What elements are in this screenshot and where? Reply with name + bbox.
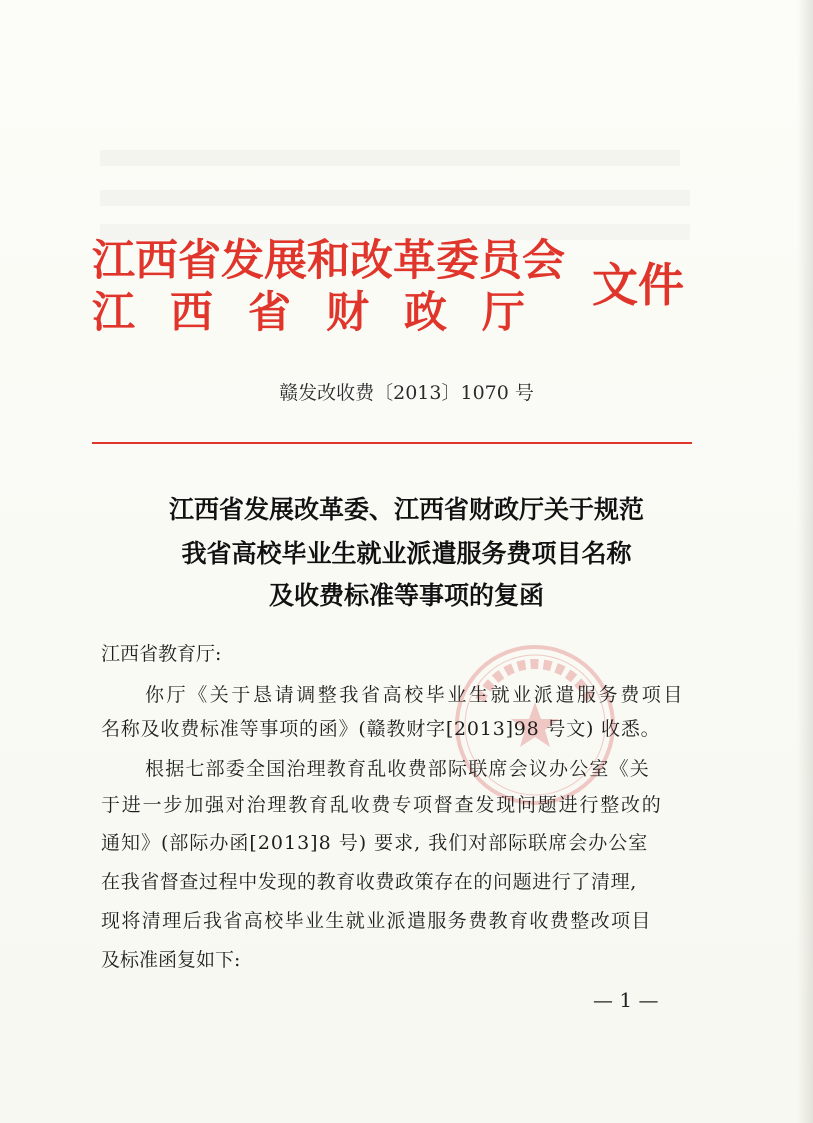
red-divider-line xyxy=(92,442,692,444)
document-suffix: 文件 xyxy=(592,258,684,312)
paragraph-2-line-3: 通知》(部际办函[2013]8 号) 要求, 我们对部际联席会办公室 xyxy=(101,832,649,854)
paragraph-2-line-6: 及标准函复如下: xyxy=(101,949,241,971)
issuing-org-line1: 江西省发展和改革委员会 xyxy=(92,236,565,286)
show-through-text xyxy=(100,150,680,166)
paragraph-2-line-1: 根据七部委全国治理教育乱收费部际联席会议办公室《关 xyxy=(145,758,651,780)
paragraph-2-line-2: 于进一步加强对治理教育乱收费专项督查发现问题进行整改的 xyxy=(101,794,663,816)
scan-edge-shadow xyxy=(797,0,813,1123)
paragraph-2-line-4: 在我省督查过程中发现的教育收费政策存在的问题进行了清理, xyxy=(101,871,637,893)
document-number: 赣发改收费〔2013〕1070 号 xyxy=(279,382,534,404)
issuing-org-line2: 江西省财政厅 xyxy=(92,288,560,338)
title-line-2: 我省高校毕业生就业派遣服务费项目名称 xyxy=(181,539,632,568)
salutation: 江西省教育厅: xyxy=(101,643,222,665)
title-line-3: 及收费标准等事项的复函 xyxy=(268,581,544,610)
paragraph-2-line-5: 现将清理后我省高校毕业生就业派遣服务费教育收费整改项目 xyxy=(101,910,652,932)
page-number: — 1 — xyxy=(593,988,659,1012)
show-through-text xyxy=(100,190,690,206)
title-line-1: 江西省发展改革委、江西省财政厅关于规范 xyxy=(168,495,644,524)
paragraph-1-line-1: 你厅《关于恳请调整我省高校毕业生就业派遣服务费项目 xyxy=(145,684,686,706)
paragraph-1-line-2: 名称及收费标准等事项的函》(赣教财字[2013]98 号文) 收悉。 xyxy=(101,718,661,740)
